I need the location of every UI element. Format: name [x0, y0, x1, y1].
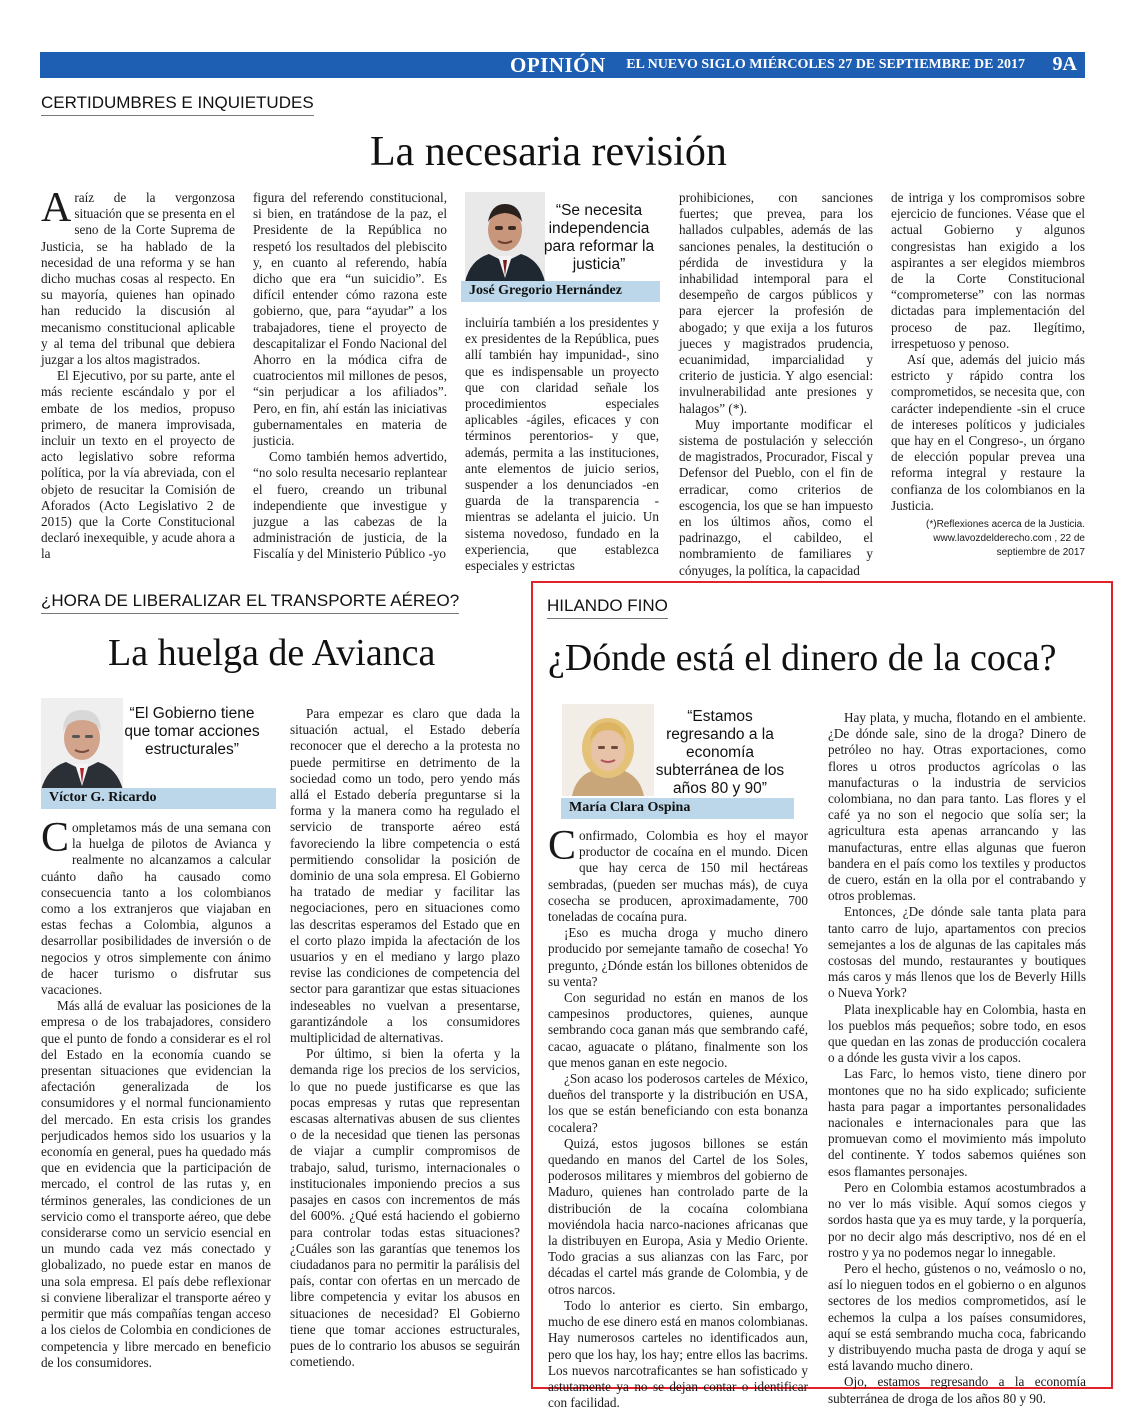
article1-column-5: [891, 190, 1085, 559]
section-title: OPINIÓN: [510, 53, 606, 77]
article1-column-1: [41, 185, 235, 562]
article2-headline: La huelga de Avianca: [108, 632, 436, 674]
article1-byline: José Gregorio Hernández: [461, 281, 660, 302]
article1-col4-p1: prohibiciones, con sanciones fuertes; que prevea, para los hallados culpables, además de las sanciones penales, la destitución o pérdida de investidura y la inhabilidad intemporal para el desempeño de cargos públicos y para ejercer la profesión de abogado; y que exija a los futuros jueces y magistrados prudencia, ecuanimidad, imparcialidad y criterio de justicia. Y algo esencial: invulnerabilidad ante presiones y halagos” (*).: [679, 190, 873, 416]
article2-column-2: [290, 706, 520, 1370]
article3-col1-p2: ¡Eso es mucha droga y mucho dinero producido por semejante tamaño de cosecha! Yo pregunto, ¿Dónde están los billones obtenidos de su venta?: [548, 925, 808, 989]
article2-col2-p1: Para empezar es claro que dada la situación actual, el Estado debería reconocer que el derecho a la protesta no puede permitirse en detrimento de la sociedad como un todo, pero yendo más allá el Estado debería preguntarse si la forma y la manera como ha regulado el servicio de transporte aéreo está favoreciendo la libre competencia o está permitiendo consolidar la posición de dominio de una sola empresa. El Gobierno ha tratado de mediar y facilitar las negociaciones, pero en situaciones como las descritas esperamos del Estado que en el corto plazo impida la afectación de los usuarios y en el mediano y largo plazo revise las condiciones de competencia del sector para garantizar que estas situaciones indeseables no vuelvan a presentarse, garantizándole a los consumidores multiplicidad de alternativas.: [290, 706, 520, 1046]
article3-col2-p5: Pero en Colombia estamos acostumbrados a no ver lo más visible. Aquí somos ciegos y sordos hasta que ya es muy tarde, y la porquería, por no decir algo más descriptivo, nos dé en el rostro y ya no podemos negar lo innegable.: [828, 1179, 1086, 1260]
article1-col1-p2: El Ejecutivo, por su parte, ante el más reciente escándalo y por el embate de los medios, propuso primero, de manera improvisada, incluir un texto en el proyecto de acto legislativo sobre reforma política, por la vía abreviada, con el objeto de resucitar la Comisión de Aforados (Acto Legislativo 2 de 2015) que la Corte Constitucional declaró inexequible, y acude ahora a la: [41, 368, 235, 562]
article3-kicker: HILANDO FINO: [547, 596, 668, 619]
article1-col5-p1: de intriga y los compromisos sobre ejercicio de funciones. Véase que el actual Gobierno y algunos congresistas han exigido a los aspirantes a ser elegidos miembros de la Corte Constitucional “comprometerse” con las normas dictadas para implementación del proceso de paz. Ilegítimo, irrespetuoso y penoso.: [891, 190, 1085, 351]
paper-date: EL NUEVO SIGLO MIÉRCOLES 27 DE SEPTIEMBRE DE 2017: [626, 57, 1025, 72]
article1-pull-quote: “Se necesita independencia para reformar la justicia”: [543, 202, 655, 273]
article1-headline: La necesaria revisión: [370, 129, 727, 175]
article3-column-2: [828, 710, 1086, 1406]
article2-byline: Víctor G. Ricardo: [41, 788, 276, 809]
article3-pull-quote: “Estamos regresando a la economía subterránea de los años 80 y 90”: [655, 708, 785, 797]
portrait-icon: [41, 698, 123, 790]
article2-col1-p1: ompletamos más de una semana con la huelga de pilotos de Avianca y realmente no alcanzamos a calcular cuánto daño ha causado como consecuencia tanto a los colombianos como a los extranjeros que viajaban en estas fechas a Colombia, algunos a desarrollar posibilidades de inversión o de negocios y otros simplemente con ánimo de hacer turismo o disfrutar sus vacaciones.: [41, 820, 271, 998]
article3-dropcap: C: [548, 823, 577, 869]
article2-pull-quote: “El Gobierno tiene que tomar acciones estructurales”: [124, 705, 260, 758]
article2-column-1: [41, 815, 271, 1370]
author-photo-ospina: [562, 704, 654, 796]
article2-kicker: ¿HORA DE LIBERALIZAR EL TRANSPORTE AÉREO?: [41, 591, 459, 614]
article3-col2-p3: Plata inexplicable hay en Colombia, hasta en los pueblos más pequeños; sobre todo, en esos que quedan en las zonas de producción cocalera o a dónde les gusta vivir a los capos.: [828, 1001, 1086, 1066]
article3-col2-p6: Pero el hecho, gústenos o no, veámoslo o no, así lo nieguen todos en el gobierno o en algunos sectores de los medios comprometidos, así le echemos la culpa a los países consumidores, aquí se está sembrando mucha coca, fabricando y distribuyendo mucha pasta de droga y aquí se está lavando mucho dinero.: [828, 1260, 1086, 1374]
article3-col1-p1: onfirmado, Colombia es hoy el mayor productor de cocaína en el mundo. Dicen que hay cerca de 150 mil hectáreas sembradas, (pueden ser muchas más), de cuya cosecha se producen, aproximadamente, 700 toneladas de cocaína pura.: [548, 828, 808, 925]
article3-column-1: [548, 823, 808, 1411]
article1-kicker: CERTIDUMBRES E INQUIETUDES: [41, 93, 314, 116]
article1-col4-p2: Muy importante modificar el sistema de postulación y selección de magistrados, Procurador, Fiscal y Defensor del Pueblo, con el fin de erradicar, como criterios de escogencia, los que se han impuesto en los últimos años, como el padrinazgo, el cabildeo, el nombramiento de familiares y cónyuges, la política, la capacidad: [679, 416, 873, 578]
article1-col1-p1: raíz de la vergonzosa situación que se presenta en el seno de la Corte Suprema de Justicia, se ha hablado de la necesidad de una reforma y se han dicho muchas cosas al respecto. En su mayoría, quienes han opinado han reducido la discusión al mecanismo constitucional aplicable y al tema del tribunal que debiera juzgar a los altos magistrados.: [41, 190, 235, 368]
article1-dropcap: A: [41, 185, 72, 231]
page-number: 9A: [1052, 53, 1077, 75]
author-photo-ricardo: [41, 698, 123, 790]
article1-column-3: [465, 315, 659, 574]
article1-col2-p1: figura del referendo constitucional, si bien, en tratándose de la paz, el Presidente de la República no respetó los resultados del plebiscito y, en cuanto al referendo, había dicho que era “un suicidio”. Es difícil entender cómo razona este gobierno, que, para “ayudar” a los trabajadores, tiene el proyecto de descapitalizar el Fondo Nacional del Ahorro en la módica cifra de cuatrocientos mil millones de pesos, “sin perjudicar a los afiliados”. Pero, en fin, ahí están las iniciativas gubernamentales en materia de justicia.: [253, 190, 447, 449]
article3-col2-p1: Hay plata, y mucha, flotando en el ambiente. ¿De dónde sale, sino de la droga? Dinero de petróleo no hay. Otras exportaciones, como flores u otros productos agrícolas o las manufacturas o la industria de servicios colombiana, no dan para tanto. Las flores y el café ya no son el negocio que solía ser; la agricultura esta apenas arrancando y las manufacturas, entre ellas algunas que fueron bandera en el país como los textiles y productos de cuero, están en la olla por el contrabando y otros problemas.: [828, 710, 1086, 904]
article2-col1-p2: Más allá de evaluar las posiciones de la empresa o de los trabajadores, considero que el punto de fondo a considerar es el rol del Estado en la economía cuando se presentan situaciones que evidencian la afectación generalizada de los consumidores y el normal funcionamiento del mercado. En esta crisis los grandes perjudicados hemos sido los usuarios y la economía en general, pues ha quedado más que en evidencia que la participación de mercado, el control de las rutas y, en términos generales, las condiciones de un servicio como el transporte aéreo, que debe considerarse como un servicio esencial en un mundo cada vez más conectado y globalizado, no puede estar en manos de una sola empresa. El país debe reflexionar si conviene liberalizar el transporte aéreo y permitir que más compañías tengan acceso a los cielos de Colombia en condiciones de competencia y libre mercado en beneficio de los consumidores.: [41, 998, 271, 1370]
article2-dropcap: C: [41, 815, 70, 861]
article3-col1-p3: Con seguridad no están en manos de los campesinos productores, quienes, aunque sembrando coca ganan más que sembrando café, cacao, aguacate o plátano, finalmente son los que menos ganan en este negocio.: [548, 990, 808, 1070]
article3-col1-p6: Todo lo anterior es cierto. Sin embargo, mucho de ese dinero está en manos colombianas. Hay numerosos carteles no identificados aun, pero que los hay, los hay; entre ellos las bacrims. Los nuevos narcotraficantes se han sofisticado y astutamente ya no se dejan contar o identificar con facilidad.: [548, 1297, 808, 1411]
article1-footnote: (*)Reflexiones acerca de la Justicia. www.lavozdelderecho.com , 22 de septiembre de 2017: [926, 519, 1085, 559]
page-header-bar: [40, 52, 1085, 78]
article1-column-4: [679, 190, 873, 578]
article3-col2-p2: Entonces, ¿De dónde sale tanta plata para tanto carro de lujo, apartamentos con precios semejantes a los de algunas de las capitales más costosas del mundo, restaurantes y boutiques más caros y más llenos que los de Beverly Hills o Nueva York?: [828, 904, 1086, 1001]
article3-col1-p5: Quizá, estos jugosos billones se están quedando en manos del Cartel de los Soles, poderosos militares y miembros del gobierno de Maduro, quienes han controlado parte de la distribución de la cocaína colombiana moviéndola hacia narco-naciones africanas que la distribuyen en Europa, Asia y Medio Oriente. Todo gracias a sus alianzas con las Farc, por décadas el cartel más grande de Colombia, y de otros narcos.: [548, 1135, 808, 1297]
author-photo-hernandez: [465, 192, 545, 282]
article2-col2-p2: Por último, si bien la oferta y la demanda rige los precios de los servicios, lo que no puede justificarse es que las pocas empresas y rutas que representan escasas alternativas abusen de sus clientes o de la necesidad que tienen las personas de viajar a cumplir compromisos de trabajo, salud, turismo, internacionales o institucionales imponiendo precios a sus pasajes en casos con incrementos de más del 600%. ¿Qué está haciendo el gobierno para controlar todas estas situaciones? ¿Cuáles son las garantías que tenemos los ciudadanos para no permitir la parálisis del país, contar con ofertas en un mercado de libre competencia y evitar los abusos en situaciones de necesidad? El Gobierno tiene que tomar acciones estructurales, pues de lo contrario los abusos se seguirán cometiendo.: [290, 1046, 520, 1370]
portrait-icon: [562, 704, 654, 796]
article3-col2-p7: Ojo, estamos regresando a la economía subterránea de droga de los años 80 y 90.: [828, 1374, 1086, 1406]
article3-col1-p4: ¿Son acaso los poderosos carteles de México, dueños del transporte y la distribución en USA, los que se están beneficiando con esta bonanza cocalera?: [548, 1071, 808, 1135]
portrait-icon: [465, 192, 545, 282]
article3-headline: ¿Dónde está el dinero de la coca?: [548, 637, 1057, 679]
article1-column-2: [253, 190, 447, 562]
article3-col2-p4: Las Farc, lo hemos visto, tiene dinero por montones que no ha sido explicado; suficiente hasta para pagar a importantes personalidades nacionales e internacionales para que las promuevan como el movimiento más impoluto del continente. Y todos sabemos quiénes son esos flamantes personajes.: [828, 1066, 1086, 1179]
article3-byline: María Clara Ospina: [561, 798, 794, 819]
article1-col2-p2: Como también hemos advertido, “no solo resulta necesario replantear el fuero, creando un tribunal independiente que investigue y juzgue a las cabezas de la administración de justicia, de la Fiscalía y del Ministerio Público -yo: [253, 449, 447, 562]
article1-col5-p2: Así que, además del juicio más estricto y rápido contra los comprometidos, se necesita que, con carácter independiente -sin el cruce de intereses políticos y judiciales que hay en el Congreso-, un órgano de elección popular prevea una reforma integral y restaure la confianza de los colombianos en la Justicia.: [891, 352, 1085, 513]
article1-col3-p1: incluiría también a los presidentes y ex presidentes de la República, pues allí también hay impunidad-, sino que es indispensable un proyecto que con claridad señale los procedimientos especiales aplicables -ágiles, eficaces y con términos perentorios- y que, además, permita a las instituciones, ante elementos de juicio serios, suspender a los denunciados -en guarda de la transparencia - mientras se adelanta el juicio. Un sistema novedoso, fundado en la experiencia, que establezca especiales y estrictas: [465, 315, 659, 574]
